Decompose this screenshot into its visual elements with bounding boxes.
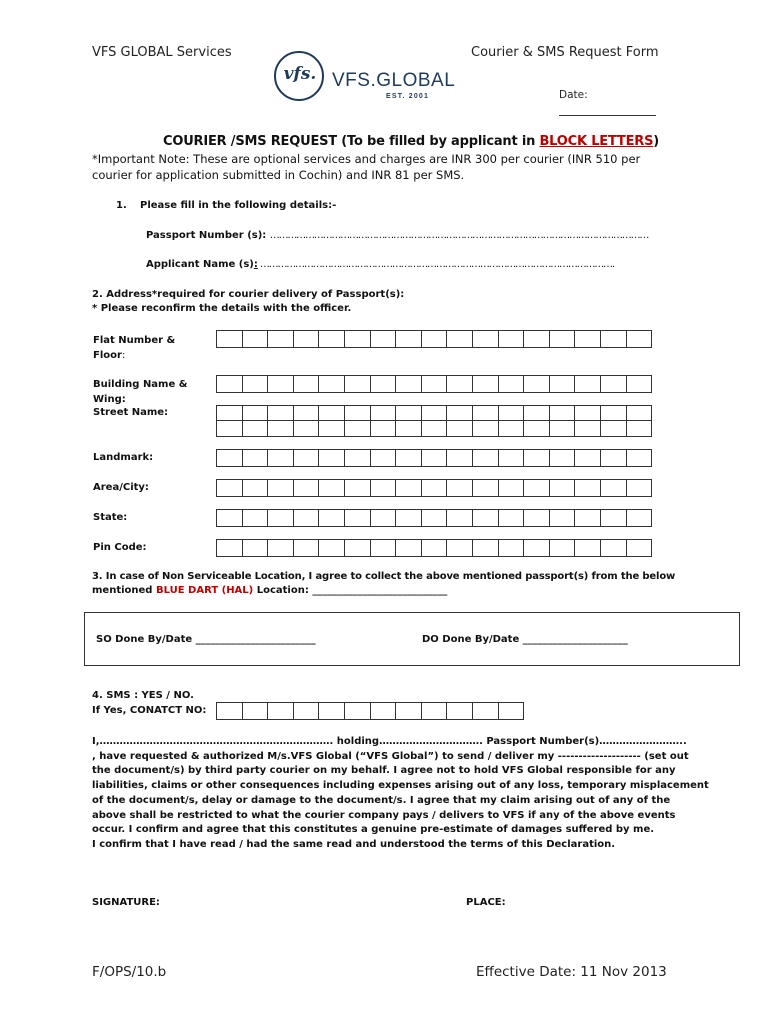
letter-box[interactable] [242,449,269,467]
state-label: State: [93,512,128,523]
letter-box[interactable] [600,479,627,497]
letter-box[interactable] [498,509,525,527]
declaration-line: I confirm that I have read / had the same read and understood the terms of this Declaration. [92,838,616,850]
letter-box[interactable] [446,330,473,348]
declaration-line: I,……………………………………………………………. holding…………………………. Passport Number(s)…………………….. [92,736,687,747]
header-right: Courier & SMS Request Form [471,45,659,60]
logo-name: VFS.GLOBAL [332,70,456,91]
section1-number: 1. [116,200,127,211]
letter-box[interactable] [293,420,320,437]
letter-box[interactable] [293,509,320,527]
letter-box[interactable] [421,479,448,497]
letter-box[interactable] [600,375,627,393]
letter-box[interactable] [395,420,422,437]
date-line [559,115,656,116]
declaration-text [92,735,709,853]
letter-box[interactable] [344,330,371,348]
letter-box[interactable] [242,479,269,497]
letter-box[interactable] [574,330,601,348]
letter-box[interactable] [318,420,345,437]
letter-box[interactable] [395,539,422,557]
letter-box[interactable] [216,479,243,497]
letter-box[interactable] [626,509,653,527]
letter-box[interactable] [318,375,345,393]
contact-number-label: If Yes, CONATCT NO: [92,705,207,716]
date-label: Date: [559,89,588,101]
letter-box[interactable] [472,539,499,557]
letter-box[interactable] [421,449,448,467]
letter-box[interactable] [498,449,525,467]
letter-box[interactable] [395,479,422,497]
building-name-grid[interactable] [216,375,652,393]
letter-box[interactable] [549,330,576,348]
letter-box[interactable] [242,539,269,557]
letter-box[interactable] [344,420,371,437]
letter-box[interactable] [216,420,243,437]
flat-number-grid[interactable] [216,330,652,348]
declaration-line: liabilities, claims or other consequences including expenses arising out of any loss, temporary misplacement [92,780,709,792]
letter-box[interactable] [498,330,525,348]
letter-box[interactable] [523,539,550,557]
section1-heading: Please fill in the following details:- [140,200,337,211]
section3-line1: 3. In case of Non Serviceable Location, I agree to collect the above mentioned passport(s) from the below [92,571,676,582]
letter-box[interactable] [421,375,448,393]
letter-box[interactable] [370,539,397,557]
signature-label: SIGNATURE: [92,897,160,908]
letter-box[interactable] [344,479,371,497]
letter-box[interactable] [370,509,397,527]
letter-box[interactable] [523,509,550,527]
letter-box[interactable] [216,330,243,348]
letter-box[interactable] [574,375,601,393]
letter-box[interactable] [395,449,422,467]
letter-box[interactable] [293,479,320,497]
letter-box[interactable] [600,449,627,467]
vfs-logo [274,51,474,107]
letter-box[interactable] [242,375,269,393]
letter-box[interactable] [318,330,345,348]
letter-box[interactable] [318,509,345,527]
letter-box[interactable] [549,375,576,393]
letter-box[interactable] [549,449,576,467]
letter-box[interactable] [370,375,397,393]
letter-box[interactable] [267,330,294,348]
letter-box[interactable] [421,539,448,557]
letter-box[interactable] [574,420,601,437]
letter-box[interactable] [446,375,473,393]
flat-label-line1: Flat Number & [93,335,176,346]
section3-line2-post: Location: ___________________________ [253,585,448,596]
declaration-line: , have requested & authorized M/s.VFS Global (“VFS Global”) to send / deliver my -------------------- (set out [92,750,689,762]
building-label-line1: Building Name & [93,379,188,390]
letter-box[interactable] [216,539,243,557]
letter-box[interactable] [293,702,320,720]
letter-box[interactable] [318,539,345,557]
letter-box[interactable] [523,420,550,437]
letter-box[interactable] [549,539,576,557]
letter-box[interactable] [446,479,473,497]
letter-box[interactable] [498,420,525,437]
section2-subheading: * Please reconfirm the details with the officer. [92,303,352,314]
letter-box[interactable] [267,479,294,497]
applicant-name-dots: …………………………………………………………………………………………………………. [257,259,614,270]
letter-box[interactable] [600,420,627,437]
building-label-line2: Wing: [93,394,126,405]
declaration-line: above shall be restricted to what the courier company pays / delivers to VFS if any of the above events [92,809,676,821]
letter-box[interactable] [600,330,627,348]
letter-box[interactable] [370,330,397,348]
letter-box[interactable] [267,375,294,393]
letter-box[interactable] [498,479,525,497]
letter-box[interactable] [421,509,448,527]
letter-box[interactable] [498,375,525,393]
letter-box[interactable] [626,330,653,348]
letter-box[interactable] [267,509,294,527]
letter-box[interactable] [446,449,473,467]
letter-box[interactable] [318,702,345,720]
letter-box[interactable] [472,702,499,720]
title-highlight: BLOCK LETTERS [539,134,654,149]
letter-box[interactable] [421,330,448,348]
letter-box[interactable] [242,702,269,720]
letter-box[interactable] [293,539,320,557]
letter-box[interactable] [267,420,294,437]
section2-heading: 2. Address*required for courier delivery of Passport(s): [92,289,405,300]
letter-box[interactable] [446,509,473,527]
passport-number-label: Passport Number (s): [146,230,270,241]
important-note-line1: *Important Note: These are optional services and charges are INR 300 per courier (INR 510 per [92,152,641,166]
letter-box[interactable] [549,420,576,437]
letter-box[interactable] [600,539,627,557]
footer-form-code: F/OPS/10.b [92,964,167,980]
letter-box[interactable] [626,539,653,557]
footer-effective-date: Effective Date: 11 Nov 2013 [476,964,667,980]
applicant-name-label: Applicant Name (s) [146,259,254,270]
letter-box[interactable] [472,479,499,497]
letter-box[interactable] [370,702,397,720]
area-city-label: Area/City: [93,482,149,493]
letter-box[interactable] [574,509,601,527]
letter-box[interactable] [395,509,422,527]
letter-box[interactable] [626,449,653,467]
letter-box[interactable] [242,509,269,527]
pin-code-grid[interactable] [216,539,652,557]
letter-box[interactable] [446,702,473,720]
letter-box[interactable] [472,330,499,348]
letter-box[interactable] [242,420,269,437]
place-label: PLACE: [466,897,506,908]
section3-line2-pre: mentioned [92,585,156,596]
letter-box[interactable] [344,539,371,557]
letter-box[interactable] [344,375,371,393]
letter-box[interactable] [242,330,269,348]
letter-box[interactable] [216,375,243,393]
letter-box[interactable] [549,509,576,527]
letter-box[interactable] [574,449,601,467]
declaration-line: occur. I confirm and agree that this constitutes a genuine pre-estimate of damages suffered by me. [92,824,655,836]
area-city-grid[interactable] [216,479,652,497]
letter-box[interactable] [472,449,499,467]
header-left: VFS GLOBAL Services [92,45,232,60]
letter-box[interactable] [523,479,550,497]
letter-box[interactable] [267,539,294,557]
letter-box[interactable] [395,375,422,393]
letter-box[interactable] [293,449,320,467]
state-grid[interactable] [216,509,652,527]
logo-mark: vfs. [283,64,317,84]
passport-number-row [146,230,648,241]
street-name-grid-2[interactable] [216,420,652,437]
letter-box[interactable] [318,449,345,467]
landmark-grid[interactable] [216,449,652,467]
letter-box[interactable] [626,375,653,393]
letter-box[interactable] [293,375,320,393]
letter-box[interactable] [626,420,653,437]
letter-box[interactable] [370,479,397,497]
declaration-line: of the document/s, delay or damage to the document/s. I agree that my claim arising out of any of the [92,794,671,806]
title-main: COURIER /SMS REQUEST (To be filled by applicant in [163,134,540,149]
letter-box[interactable] [472,509,499,527]
letter-box[interactable] [446,539,473,557]
form-title [163,134,659,149]
flat-label-line2: Floor [93,350,122,361]
letter-box[interactable] [549,479,576,497]
letter-box[interactable] [267,702,294,720]
letter-box[interactable] [395,702,422,720]
letter-box[interactable] [318,479,345,497]
letter-box[interactable] [472,375,499,393]
sms-option: 4. SMS : YES / NO. [92,690,194,701]
landmark-label: Landmark: [93,452,154,463]
passport-number-dots: ………………………………………………………………………………………………………………… [269,230,649,241]
letter-box[interactable] [370,420,397,437]
street-label: Street Name: [93,407,169,418]
title-close: ) [653,134,659,149]
do-done-by-date: DO Done By/Date _____________________ [422,634,628,645]
letter-box[interactable] [523,375,550,393]
pin-code-label: Pin Code: [93,542,147,553]
letter-box[interactable] [421,702,448,720]
letter-box[interactable] [523,449,550,467]
logo-est: EST. 2001 [386,93,430,100]
important-note-line2: courier for application submitted in Cochin) and INR 81 per SMS. [92,168,465,182]
building-label [93,377,187,407]
letter-box[interactable] [216,509,243,527]
declaration-line: the document/s) by third party courier on my behalf. I agree not to hold VFS Global responsible for any [92,765,676,777]
letter-box[interactable] [344,702,371,720]
flat-label [93,333,175,363]
letter-box[interactable] [421,420,448,437]
so-done-by-date: SO Done By/Date ________________________ [96,634,316,645]
letter-box[interactable] [344,509,371,527]
letter-box[interactable] [216,702,243,720]
letter-box[interactable] [293,330,320,348]
blue-dart-location: BLUE DART (HAL) [155,585,254,596]
letter-box[interactable] [574,479,601,497]
letter-box[interactable] [395,330,422,348]
letter-box[interactable] [472,420,499,437]
letter-box[interactable] [370,449,397,467]
letter-box[interactable] [498,702,525,720]
letter-box[interactable] [446,420,473,437]
letter-box[interactable] [498,539,525,557]
contact-number-grid[interactable] [216,702,524,720]
flat-label-colon: : [121,350,126,361]
letter-box[interactable] [626,479,653,497]
section3-line2 [92,585,447,596]
letter-box[interactable] [344,449,371,467]
letter-box[interactable] [574,539,601,557]
applicant-name-row [146,259,614,270]
letter-box[interactable] [267,449,294,467]
letter-box[interactable] [523,330,550,348]
applicant-name-colon: : [253,259,258,270]
letter-box[interactable] [216,449,243,467]
letter-box[interactable] [600,509,627,527]
